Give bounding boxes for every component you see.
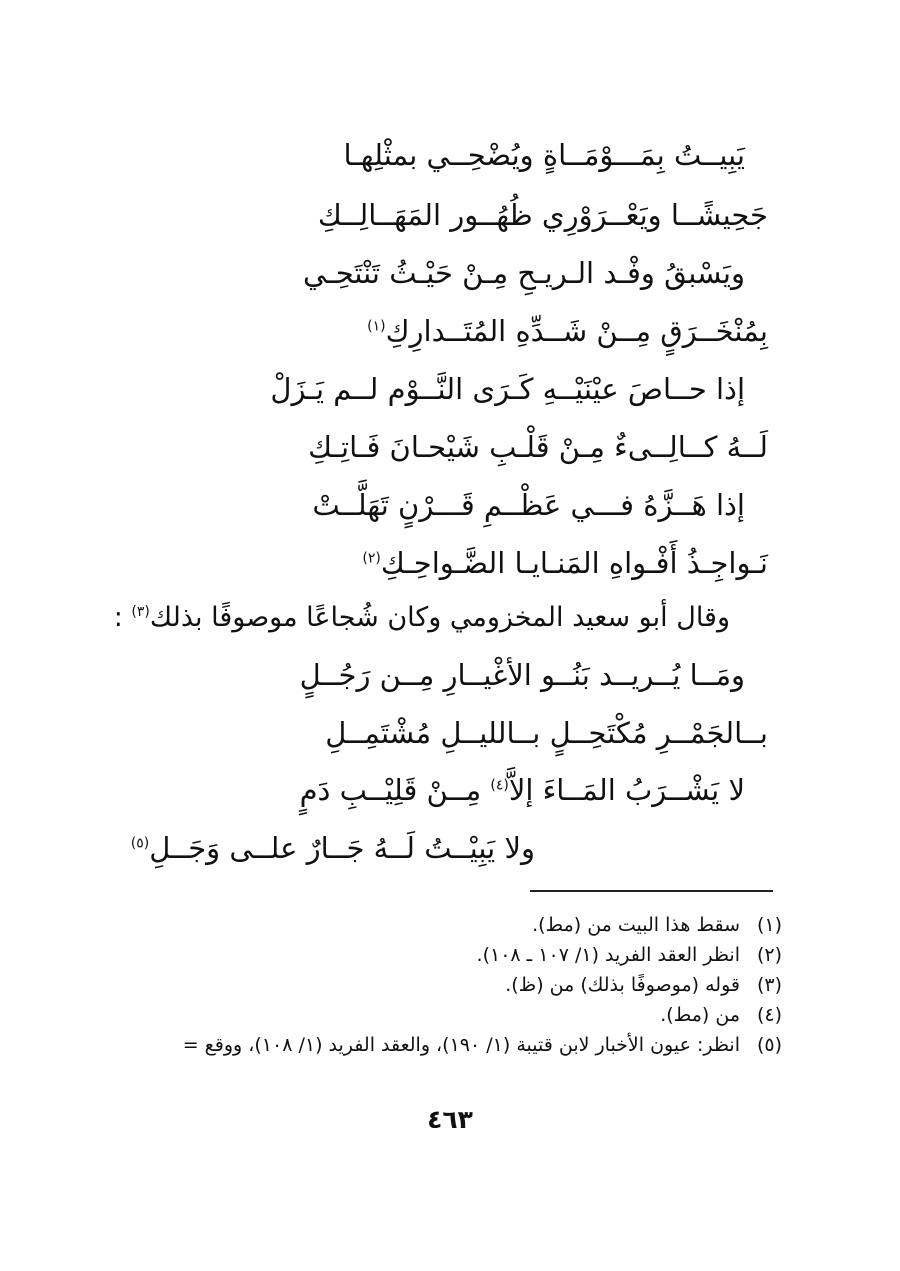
verse-text-cont: مِــنْ قَلِيْــبِ دَمٍ [299,773,482,807]
verse-line [325,713,768,753]
footnote [122,1030,782,1060]
verse-text: لا يَشْــرَبُ المَــاءَ إلاَّ [508,773,745,807]
verse-line [308,427,768,467]
prose-line [114,598,730,638]
verse-text: يَبِيــتُ بِمَـــوْمَــاةٍ ويُضْحِــي بمثْلِهـا [343,138,745,172]
verse-text: ومَــا يُــريــد بَنُــو الأغْيــارِ مِــن رَجُــلٍ [299,658,745,692]
page-number: ٤٦٣ [427,1105,473,1134]
verse-text: نَـواجِـذُ أَفْـواهِ المَنـايـا الضَّـواحِـكِ [380,546,768,580]
verse-line [318,195,768,235]
footnote-marker: (١) [367,318,386,335]
prose-text: وقال أبو سعيد المخزومي وكان شُجاعًا موصوفًا بذلك [149,602,730,633]
footnote-number: (٥) [756,1034,782,1056]
verse-text: جَحِيشًــا ويَعْــرَوْرِي ظُهُــور المَهَــالِــكِ [317,198,768,232]
footnote-marker: (٣) [131,604,150,620]
footnote [122,940,782,970]
footnote-text: انظر: عيون الأخبار لابن قتيبة (١/ ١٩٠)، والعقد الفريد (١/ ١٠٨)، ووقع = [182,1034,740,1056]
verse-line [367,311,768,351]
verse-line [343,135,745,175]
footnote-marker: (٤) [490,777,509,794]
footnote-separator [530,890,773,892]
footnote [122,1000,782,1030]
footnote-number: (٢) [756,944,782,966]
verse-text: ويَسْبقُ وفْـد الـريـحِ مِـنْ حَيْـثُ تَنْتَحِـي [303,256,745,290]
verse-line [312,485,745,525]
verse-line [131,828,535,868]
verse-line [300,655,745,695]
footnote-number: (٣) [756,974,782,996]
verse-text: إذا هَــزَّهُ فـــي عَظْــمِ قَـــرْنٍ تَهَلَّــتْ [312,488,745,522]
verse-text: بــالجَمْــرِ مُكْتَحِــلٍ بــالليــلِ مُشْتَمِــلِ [325,716,768,750]
footnote-text: قوله (موصوفًا بذلك) من (ظ). [505,974,740,996]
verse-text: ولا يَبِيْــتُ لَــهُ جَــارٌ علــى وَجَــلِ [149,831,535,865]
prose-colon: : [113,602,123,633]
footnote-number: (٤) [756,1004,782,1026]
footnote-text: انظر العقد الفريد (١/ ١٠٧ ـ ١٠٨). [476,944,740,966]
footnote-number: (١) [756,914,782,936]
verse-text: بِمُنْخَــرَقٍ مِــنْ شَــدِّهِ المُتَــدارِكِ [385,314,768,348]
verse-line [300,770,745,810]
footnote-marker: (٢) [362,550,381,567]
footnote [122,910,782,940]
footnote-text: من (مط). [660,1004,740,1026]
footnote [122,970,782,1000]
verse-line [303,253,745,293]
verse-text: لَــهُ كــالِــىءٌ مِـنْ قَلْـبِ شَيْحـانَ فَـاتِـكِ [308,430,768,464]
footnotes [122,910,782,1060]
verse-text: إذا حــاصَ عيْنَيْــهِ كَـرَى النَّــوْم لــم يَـزَلْ [270,372,745,406]
verse-line [362,543,768,583]
verse-line [270,369,745,409]
footnote-marker: (٥) [130,835,150,852]
footnote-text: سقط هذا البيت من (مط). [532,914,740,936]
